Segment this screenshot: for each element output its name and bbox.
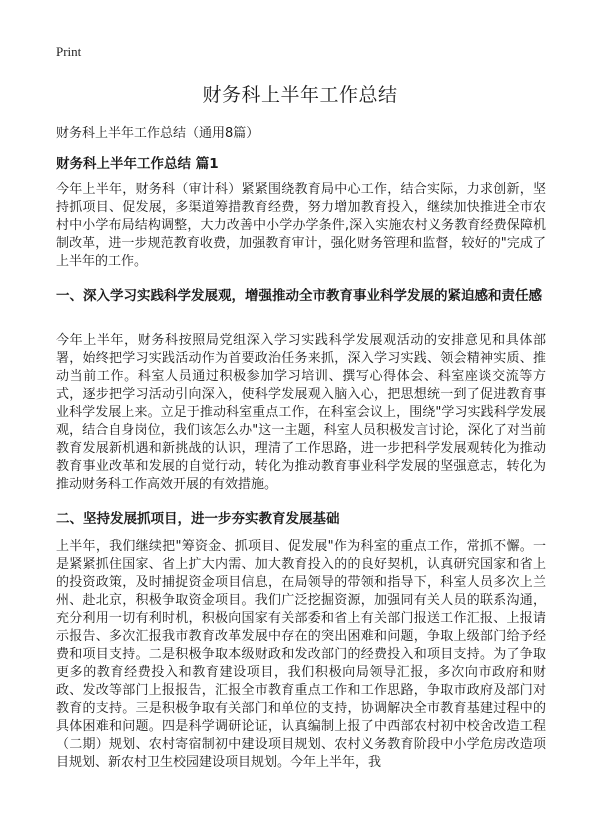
body-paragraph-2: 上半年，我们继续把"筹资金、抓项目、促发展"作为科室的重点工作，常抓不懈。一是紧紧抓住国家、省上扩大内需、加大教育投入的的良好契机，认真研究国家和省上的投资政策，及时捕捉资金项目信息，在局领导的带领和指导下，科室人员多次上兰州、赴北京，积极争取资金项目。我们广泛挖掘资源，加强同有关人员的联系沟通，充分利用一切有利时机，积极向国家有关部委和省上有关部门报送工作汇报、上报请示报告、多次汇报我市教育改革发展中存在的突出困难和问题，争取上级部门给予经费和项目支持。二是积极争取本级财政和发改部门的经费投入和项目支持。为了争取更多的教育经费投入和教育建设项目，我们积极向局领导汇报，多次向市政府和财政、发改等部门上报报告，汇报全市教育重点工作和工作思路，争取市政府及部门对教育的支持。三是积极争取有关部门和单位的支持，协调解决全市教育基建过程中的具体困难和问题。四是科学调研论证，认真编制上报了中西部农村初中校舍改造工程（二期）规划、农村寄宿制初中建设项目规划、农村义务教育阶段中小学危房改造项目规划、新农村卫生校园建设项目规划。今年上半年，我 xyxy=(56,539,546,770)
heading-2: 二、坚持发展抓项目，进一步夯实教育发展基础 xyxy=(56,511,340,527)
body-paragraph-1: 今年上半年，财务科按照局党组深入学习实践科学发展观活动的安排意见和具体部署，始终把学习实践活动作为首要政治任务来抓，深入学习实践、领会精神实质、推动当前工作。科室人员通过积极参加学习培训、撰写心得体会、科室座谈交流等方式，逐步把学习活动引向深入，使科学发展观入脑入心，把思想统一到了促进教育事业科学发展上来。立足于推动科室重点工作，在科室会议上，围绕"学习实践科学发展观，结合自身岗位，我们该怎么办"这一主题，科室人员积极发言讨论，深化了对当前教育发展新机遇和新挑战的认识，理清了工作思路，进一步把科学发展观转化为推动教育事业改革和发展的自觉行动，转化为推动教育事业科学发展的坚强意志，转化为推动财务科工作高效开展的有效措施。 xyxy=(56,333,546,492)
section-title: 财务科上半年工作总结 篇1 xyxy=(56,156,219,172)
print-link[interactable]: Print xyxy=(56,44,82,59)
page-title: 财务科上半年工作总结 xyxy=(202,84,398,106)
heading-1: 一、深入学习实践科学发展观，增强推动全市教育事业科学发展的紧迫感和责任感 xyxy=(56,288,542,304)
document-subtitle: 财务科上半年工作总结（通用8篇） xyxy=(56,126,260,141)
intro-paragraph: 今年上半年，财务科（审计科）紧紧围绕教育局中心工作，结合实际，力求创新，坚持抓项目、促发展，多渠道筹措教育经费，努力增加教育投入，继续加快推进全市农村中小学布局结构调整，大力改善中小学办学条件,深入实施农村义务教育经费保障机制改革，进一步规范教育收费，加强教育审计，强化财务管理和监督，较好的"完成了上半年的工作。 xyxy=(56,182,546,269)
